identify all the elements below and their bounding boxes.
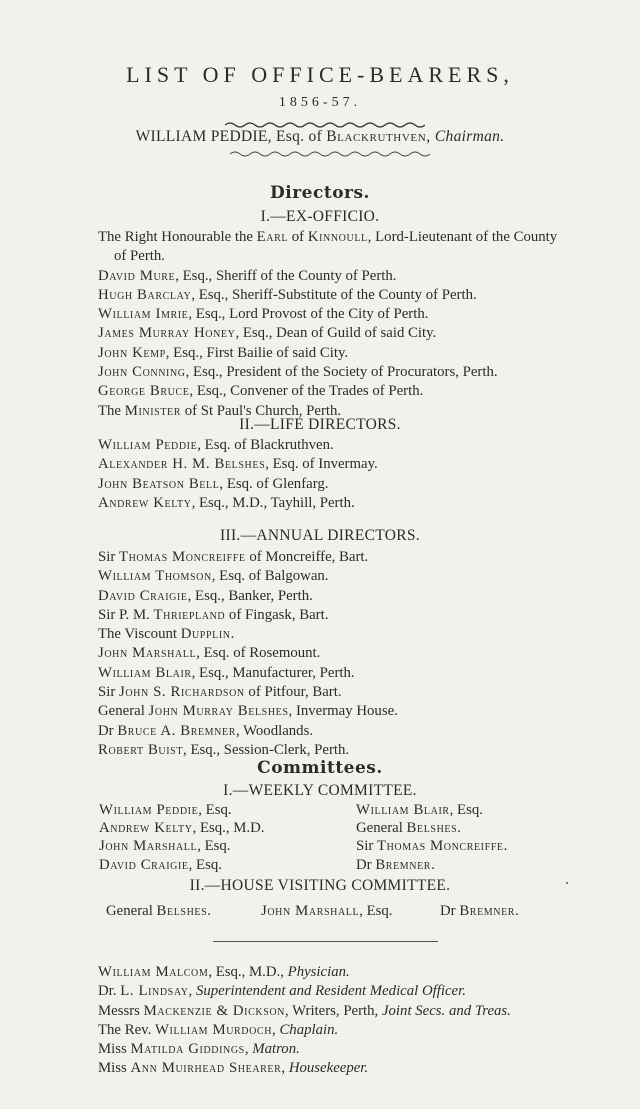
- person-name: John Beatson Bell: [98, 475, 220, 492]
- person-name: Ann Muirhead Shearer: [130, 1060, 282, 1077]
- text-fragment: Dr: [98, 722, 118, 739]
- text-fragment: Physician.: [287, 964, 350, 980]
- list-item: [98, 267, 557, 286]
- ex-officio-list: [98, 228, 557, 421]
- list-item: [98, 587, 398, 606]
- text-fragment: .: [431, 856, 435, 873]
- ornament-top: [225, 120, 425, 128]
- list-item: [356, 801, 507, 819]
- text-fragment: of Pitfour, Bart.: [244, 684, 342, 701]
- list-item: [98, 567, 398, 586]
- text-fragment: The Right Honourable the: [98, 229, 257, 245]
- text-fragment: .: [457, 820, 461, 837]
- text-fragment: Dr.: [98, 983, 121, 1000]
- text-fragment: ,: [272, 1021, 280, 1038]
- list-item: [99, 819, 265, 837]
- text-fragment: , Esq. of Rosemount.: [196, 645, 321, 662]
- text-fragment: , Esq.: [198, 802, 232, 818]
- text-fragment: , Esq., President of the Society of Procurators, Perth.: [185, 364, 498, 381]
- list-item: [98, 625, 398, 644]
- text-fragment: Sir: [98, 549, 119, 565]
- list-item: [98, 344, 557, 363]
- person-name: Bremner: [375, 856, 432, 873]
- text-fragment: , Invermay House.: [288, 703, 398, 720]
- list-item: [98, 324, 557, 343]
- person-name: David Craigie: [99, 856, 189, 873]
- text-fragment: of St Paul's Church, Perth.: [181, 402, 342, 419]
- text-fragment: , Lord-Lieutenant of the County: [367, 229, 558, 245]
- text-fragment: General: [106, 903, 157, 919]
- text-fragment: , Esq. of Blackruthven.: [197, 437, 334, 453]
- text-fragment: , Writers, Perth,: [285, 1002, 382, 1019]
- session-years: 1856-57.: [278, 95, 362, 110]
- person-name: John Marshall: [98, 645, 197, 662]
- person-name: John Marshall: [261, 903, 360, 919]
- person-name: Kinnoull: [307, 229, 368, 245]
- person-name: Thomas Moncreiffe: [118, 549, 246, 565]
- text-fragment: Dr: [356, 856, 376, 873]
- text-fragment: The Rev.: [98, 1021, 155, 1038]
- person-name: Belshes: [156, 903, 208, 919]
- person-name: William Malcom: [98, 964, 209, 980]
- text-fragment: Joint Secs. and Treas.: [381, 1002, 511, 1019]
- person-name: Thriepland: [153, 606, 226, 623]
- person-name: Belshes: [406, 820, 458, 837]
- person-name: William Blair: [98, 664, 192, 681]
- chairman-role: Chairman.: [434, 128, 505, 145]
- person-name: Minister: [124, 402, 182, 419]
- person-name: Earl: [256, 229, 289, 245]
- chairman-estate: Blackruthven,: [326, 128, 431, 145]
- text-fragment: , Esq. of Invermay.: [265, 456, 378, 473]
- ex-officio-heading: I.—EX-OFFICIO.: [260, 208, 380, 225]
- text-fragment: , Esq., First Bailie of said City.: [165, 344, 349, 361]
- list-item: [98, 286, 557, 305]
- person-name: William Imrie: [98, 306, 189, 323]
- text-fragment: Matron.: [252, 1041, 300, 1058]
- officers-list: [98, 963, 511, 1079]
- person-name: Robert Buist: [98, 741, 184, 758]
- text-fragment: , Esq.: [359, 903, 393, 919]
- person-name: William Thomson: [98, 568, 212, 585]
- person-name: L. Lindsay: [120, 983, 189, 1000]
- text-fragment: Sir P. M.: [98, 606, 154, 623]
- list-item: [98, 683, 398, 702]
- list-item: [98, 1002, 511, 1021]
- list-item: [99, 856, 265, 874]
- text-fragment: General: [98, 703, 149, 720]
- directors-heading: Directors.: [270, 183, 370, 203]
- text-fragment: .: [230, 626, 235, 643]
- text-fragment: , Esq., M.D.,: [208, 964, 288, 980]
- list-item: [98, 548, 398, 567]
- list-item: [98, 963, 511, 982]
- text-fragment: , Esq. of Glenfarg.: [219, 475, 329, 492]
- list-item: [98, 494, 378, 513]
- house-committee-heading: II.—HOUSE VISITING COMMITTEE.: [189, 877, 451, 894]
- annual-directors-list: [98, 548, 398, 760]
- list-item: [356, 837, 507, 855]
- text-fragment: .: [515, 903, 519, 919]
- text-fragment: , Esq., Session-Clerk, Perth.: [183, 741, 350, 758]
- person-name: Hugh Barclay: [98, 286, 192, 303]
- person-name: William Blair: [356, 802, 450, 818]
- list-item: [98, 455, 378, 474]
- stray-dot: [566, 882, 568, 884]
- ornament-bottom: [230, 150, 435, 158]
- text-fragment: , Esq., Dean of Guild of said City.: [235, 325, 437, 342]
- weekly-committee-right: [356, 801, 507, 874]
- text-fragment: , Esq.: [188, 856, 222, 873]
- list-item: [98, 644, 398, 663]
- list-item: [98, 436, 378, 455]
- text-fragment: of: [288, 229, 308, 245]
- person-name: Thomas Moncreiffe: [376, 838, 504, 855]
- text-fragment: Dr: [440, 903, 460, 919]
- text-fragment: , Esq., Convener of the Trades of Perth.: [189, 383, 424, 400]
- person-name: William Peddie: [99, 802, 199, 818]
- list-item: [98, 228, 557, 247]
- text-fragment: General: [356, 820, 407, 837]
- text-fragment: The: [98, 402, 125, 419]
- list-item: [99, 837, 265, 855]
- text-fragment: , Esq.: [449, 802, 483, 818]
- text-fragment: ,: [281, 1060, 289, 1077]
- life-directors-heading: II.—LIFE DIRECTORS.: [239, 416, 401, 433]
- person-name: John Murray Belshes: [148, 703, 289, 720]
- person-name: Bruce A. Bremner: [117, 722, 236, 739]
- list-item: [98, 382, 557, 401]
- section-divider: [213, 941, 438, 942]
- committees-heading: Committees.: [257, 758, 383, 778]
- list-item: [98, 982, 511, 1001]
- weekly-committee-left: [99, 801, 265, 874]
- text-fragment: , Esq., M.D., Tayhill, Perth.: [191, 494, 355, 511]
- list-item: [98, 1059, 511, 1078]
- person-name: John Kemp: [98, 344, 166, 361]
- list-item: [356, 819, 507, 837]
- list-item: [98, 702, 398, 721]
- weekly-committee-heading: I.—WEEKLY COMMITTEE.: [223, 782, 417, 799]
- person-name: George Bruce: [98, 383, 190, 400]
- text-fragment: Messrs: [98, 1002, 144, 1019]
- list-item: [98, 664, 398, 683]
- text-fragment: , Esq., Manufacturer, Perth.: [191, 664, 355, 681]
- text-fragment: Miss: [98, 1060, 131, 1077]
- text-fragment: .: [503, 838, 508, 855]
- list-item: [98, 305, 557, 324]
- text-fragment: , Esq., Sheriff-Substitute of the County of Perth.: [191, 286, 477, 303]
- person-name: Andrew Kelty: [99, 820, 193, 837]
- list-item: [98, 1021, 511, 1040]
- person-name: Mackenzie & Dickson: [143, 1002, 286, 1019]
- text-fragment: .: [207, 903, 211, 919]
- person-name: William Peddie: [98, 437, 198, 453]
- annual-directors-heading: III.—ANNUAL DIRECTORS.: [220, 527, 420, 544]
- person-name: William Murdoch: [154, 1021, 273, 1038]
- text-fragment: of Fingask, Bart.: [225, 606, 329, 623]
- house-member-2: [261, 902, 393, 920]
- text-fragment: ,: [244, 1041, 253, 1058]
- text-fragment: Miss: [98, 1041, 131, 1058]
- list-item: [356, 856, 507, 874]
- person-name: Dupplin: [180, 626, 231, 643]
- text-fragment: The Viscount: [98, 626, 181, 643]
- text-fragment: of Moncreiffe, Bart.: [245, 549, 369, 565]
- list-item: [98, 363, 557, 382]
- list-item: [98, 1040, 511, 1059]
- text-fragment: Sir: [356, 838, 377, 855]
- person-name: David Mure: [98, 267, 176, 284]
- text-fragment: , Woodlands.: [235, 722, 314, 739]
- text-fragment: , Esq., Lord Provost of the City of Perth.: [188, 306, 429, 323]
- text-fragment: ,: [188, 983, 196, 1000]
- person-name: James Murray Honey: [98, 325, 236, 342]
- page-title: LIST OF OFFICE-BEARERS,: [126, 62, 514, 87]
- text-fragment: , Esq. of Balgowan.: [211, 568, 329, 585]
- text-fragment: Sir: [98, 684, 119, 701]
- person-name: David Craigie: [98, 587, 188, 604]
- text-fragment: Chaplain.: [279, 1021, 339, 1038]
- person-name: Andrew Kelty: [98, 494, 192, 511]
- list-item: [98, 722, 398, 741]
- text-fragment: , Esq., Banker, Perth.: [187, 587, 313, 604]
- person-name: Alexander H. M. Belshes: [98, 456, 266, 473]
- list-item: [98, 606, 398, 625]
- person-name: John Marshall: [99, 838, 198, 855]
- house-member-1: [106, 902, 211, 920]
- person-name: John S. Richardson: [118, 684, 245, 701]
- list-item: [99, 801, 265, 819]
- person-name: Matilda Giddings: [130, 1041, 245, 1058]
- chairman-name: WILLIAM PEDDIE, Esq. of: [135, 128, 327, 145]
- life-directors-list: [98, 436, 378, 513]
- text-fragment: Housekeeper.: [288, 1060, 369, 1077]
- text-fragment: Superintendent and Resident Medical Officer.: [195, 983, 466, 1000]
- chairman-line: [0, 128, 640, 146]
- person-name: John Conning: [98, 364, 186, 381]
- list-item: [98, 475, 378, 494]
- list-item: of Perth.: [114, 248, 165, 265]
- text-fragment: , Esq.: [197, 838, 231, 855]
- person-name: Bremner: [459, 903, 516, 919]
- house-member-3: [440, 902, 519, 920]
- text-fragment: , Esq., Sheriff of the County of Perth.: [175, 267, 397, 284]
- text-fragment: , Esq., M.D.: [192, 820, 265, 837]
